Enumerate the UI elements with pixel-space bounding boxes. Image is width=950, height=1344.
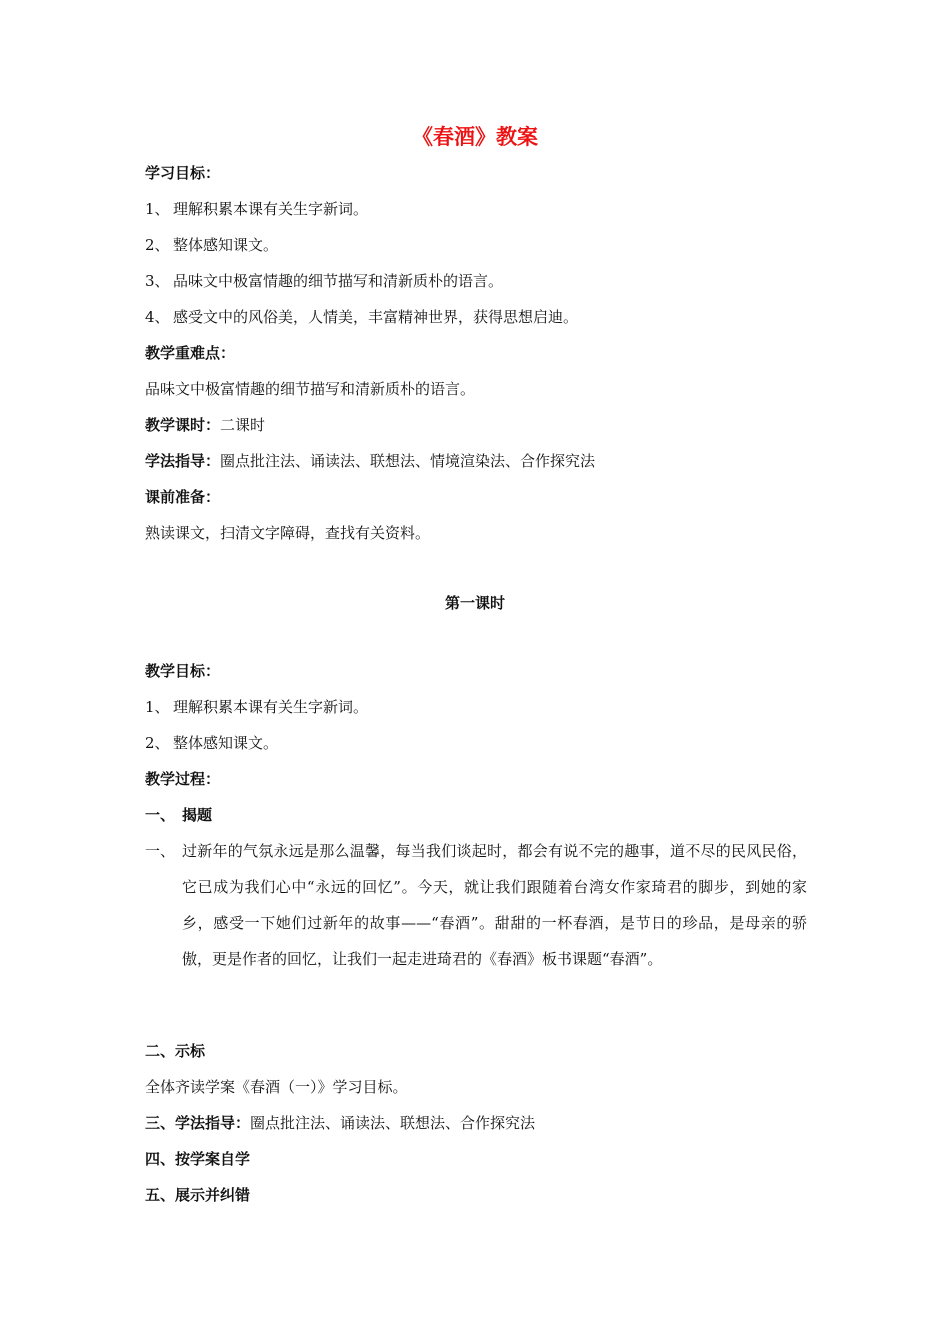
method-line — [145, 450, 595, 472]
step3-label: 三、学法指导： — [145, 1114, 251, 1132]
objective-number: 2、 — [145, 236, 170, 254]
hours-label: 教学课时： — [145, 416, 221, 434]
document-title: 《春酒》教案 — [412, 124, 538, 149]
objective-number: 1、 — [145, 200, 170, 218]
step4-title: 四、按学案自学 — [145, 1150, 251, 1168]
objective-text: 整体感知课文。 — [173, 236, 279, 254]
teach-objective-text: 整体感知课文。 — [173, 734, 279, 752]
teach-objective-text: 理解积累本课有关生字新词。 — [173, 698, 369, 716]
step1-title: 揭题 — [182, 806, 213, 824]
objective-number: 3、 — [145, 272, 170, 290]
step1-paragraph: 过新年的气氛永远是那么温馨，每当我们谈起时，都会有说不完的趣事，道不尽的民风民俗，它已成为我们心中“永远的回忆”。今天，就让我们跟随着台湾女作家琦君的脚步，到她的家乡，感受一下她们过新年的故事——“春酒”。甜甜的一杯春酒，是节日的珍品，是母亲的骄傲，更是作者的回忆，让我们一起走进琦君的《春酒》板书课题“春酒”。 — [182, 842, 807, 968]
step2-text: 全体齐读学案《春酒（一）》学习目标。 — [145, 1078, 408, 1096]
difficulty-heading: 教学重难点： — [145, 344, 236, 362]
objective-item — [145, 198, 368, 220]
step2-title: 二、示标 — [145, 1042, 206, 1060]
objective-item — [145, 234, 278, 256]
step1-number: 一、 — [145, 806, 176, 824]
step1-heading — [145, 804, 212, 826]
objective-text: 理解积累本课有关生字新词。 — [173, 200, 369, 218]
step5-title: 五、展示并纠错 — [145, 1186, 251, 1204]
teach-objective-item — [145, 732, 278, 754]
method-label: 学法指导： — [145, 452, 221, 470]
lesson1-title: 第一课时 — [444, 594, 505, 612]
objective-item — [145, 306, 578, 328]
objectives-heading: 学习目标： — [145, 164, 221, 182]
step1-paragraph-number: 一、 — [145, 842, 176, 860]
hours-line — [145, 414, 265, 436]
step3-line — [145, 1112, 535, 1134]
objective-text: 品味文中极富情趣的细节描写和清新质朴的语言。 — [173, 272, 504, 290]
prep-text: 熟读课文，扫清文字障碍，查找有关资料。 — [145, 524, 431, 542]
prep-heading: 课前准备： — [145, 488, 221, 506]
step3-value: 圈点批注法、诵读法、联想法、合作探究法 — [250, 1114, 536, 1132]
method-value: 圈点批注法、诵读法、联想法、情境渲染法、合作探究法 — [220, 452, 596, 470]
process-heading: 教学过程： — [145, 770, 221, 788]
objective-number: 4、 — [145, 308, 170, 326]
objective-item — [145, 270, 503, 292]
teach-objectives-heading: 教学目标： — [145, 662, 221, 680]
teach-objective-number: 2、 — [145, 734, 170, 752]
hours-value: 二课时 — [220, 416, 266, 434]
teach-objective-item — [145, 696, 368, 718]
difficulty-text: 品味文中极富情趣的细节描写和清新质朴的语言。 — [145, 380, 476, 398]
teach-objective-number: 1、 — [145, 698, 170, 716]
objective-text: 感受文中的风俗美，人情美，丰富精神世界，获得思想启迪。 — [173, 308, 579, 326]
